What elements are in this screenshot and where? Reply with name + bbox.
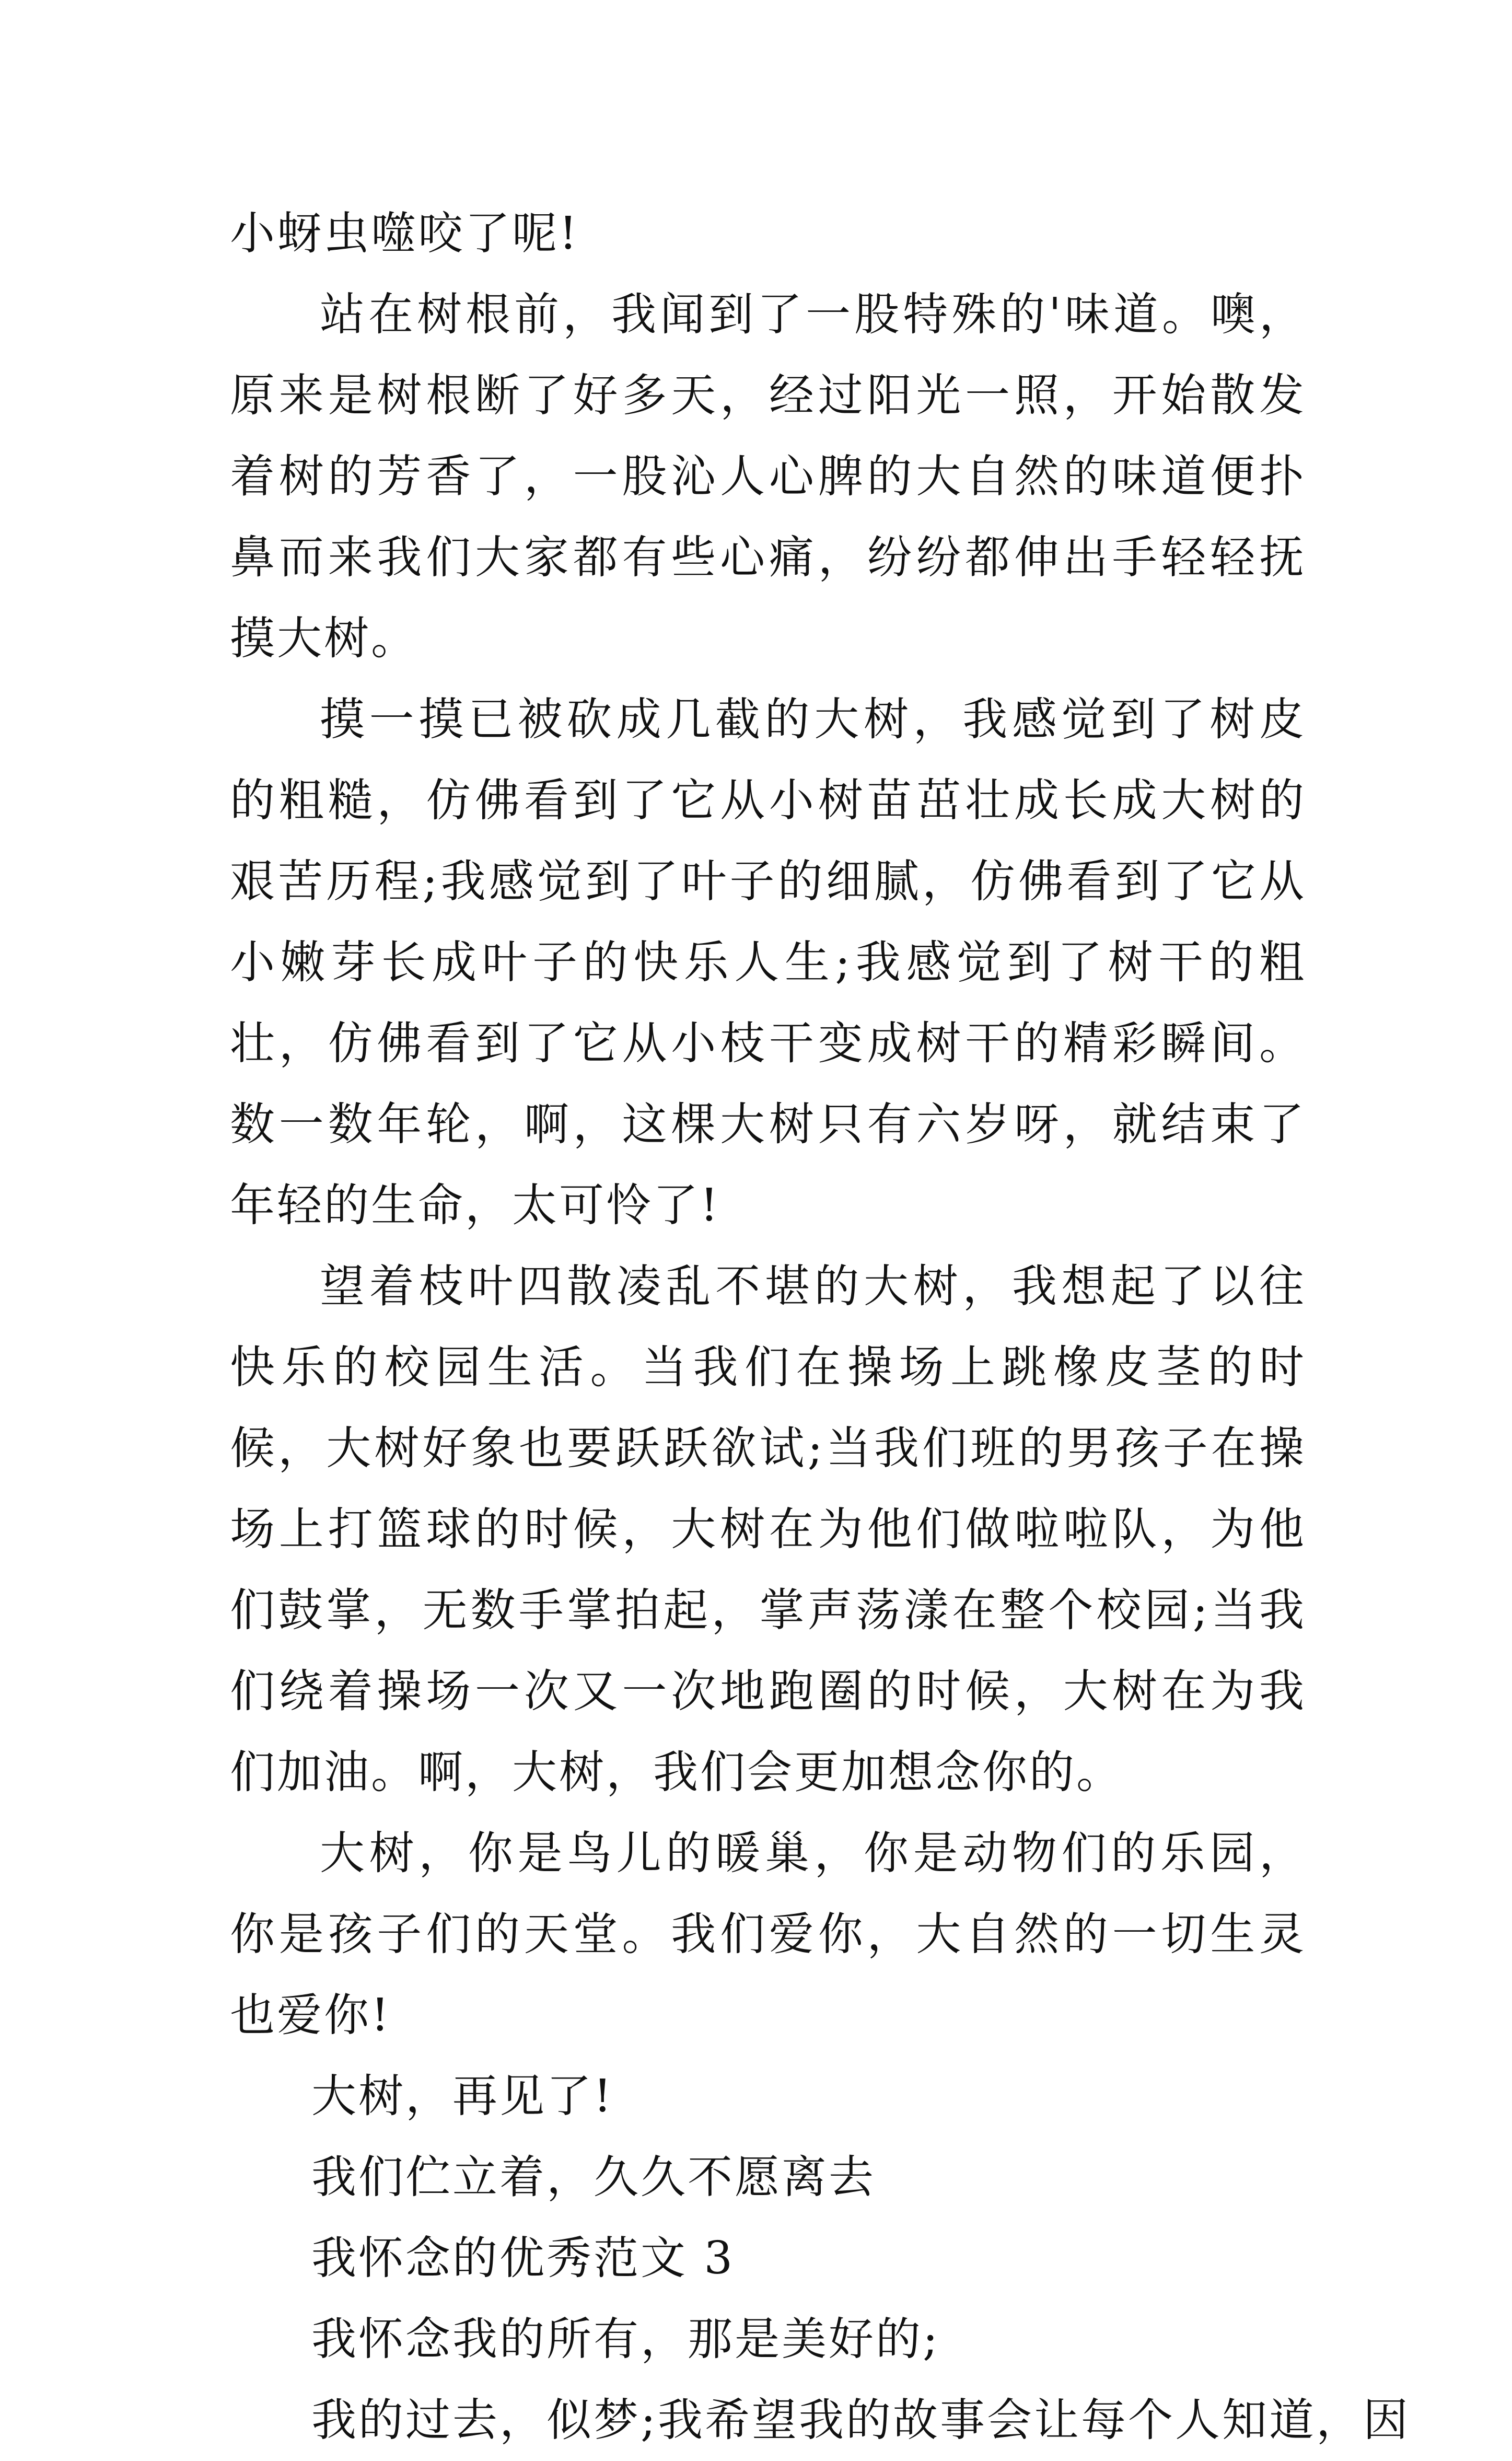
document-body xyxy=(230,193,1410,2461)
section-heading: 我怀念的优秀范文 3 xyxy=(311,2232,735,2284)
paragraph-campus-memories: 望着枝叶四散凌乱不堪的大树，我想起了以往快乐的校园生活。当我们在操场上跳橡皮茎的时候，大树好象也要跃跃欲试;当我们班的男孩子在操场上打篮球的时候，大树在为他们做啦啦队，为他们鼓掌，无数手掌拍起，掌声荡漾在整个校园;当我们绕着操场一次又一次地跑圈的时候，大树在为我们加油。啊，大树，我们会更加想念你的。 xyxy=(230,1260,1306,1798)
paragraph-farewell: 大树，再见了! xyxy=(311,2070,614,2122)
paragraph-my-past: 我的过去，似梦;我希望我的故事会让每个人知道，因 xyxy=(311,2394,1410,2446)
paragraph-miss-everything: 我怀念我的所有，那是美好的; xyxy=(311,2313,940,2365)
paragraph-tree-root-smell: 站在树根前，我闻到了一股特殊的'味道。噢，原来是树根断了好多天，经过阳光一照，开始散发着树的芳香了，一股沁人心脾的大自然的味道便扑鼻而来我们大家都有些心痛，纷纷都伸出手轻轻抚摸大树。 xyxy=(230,288,1306,665)
paragraph-touch-tree: 摸一摸已被砍成几截的大树，我感觉到了树皮的粗糙，仿佛看到了它从小树苗茁壮成长成大树的艰苦历程;我感觉到了叶子的细腻，仿佛看到了它从小嫩芽长成叶子的快乐人生;我感觉到了树干的粗壮，仿佛看到了它从小枝干变成树干的精彩瞬间。数一数年轮，啊，这棵大树只有六岁呀，就结束了年轻的生命，太可怜了! xyxy=(230,693,1306,1232)
paragraph-tree-home: 大树，你是鸟儿的暖巢，你是动物们的乐园，你是孩子们的天堂。我们爱你，大自然的一切生灵也爱你! xyxy=(230,1827,1306,2041)
paragraph-standing: 我们伫立着，久久不愿离去 xyxy=(311,2151,876,2203)
paragraph-continuation: 小蚜虫噬咬了呢! xyxy=(230,207,579,260)
